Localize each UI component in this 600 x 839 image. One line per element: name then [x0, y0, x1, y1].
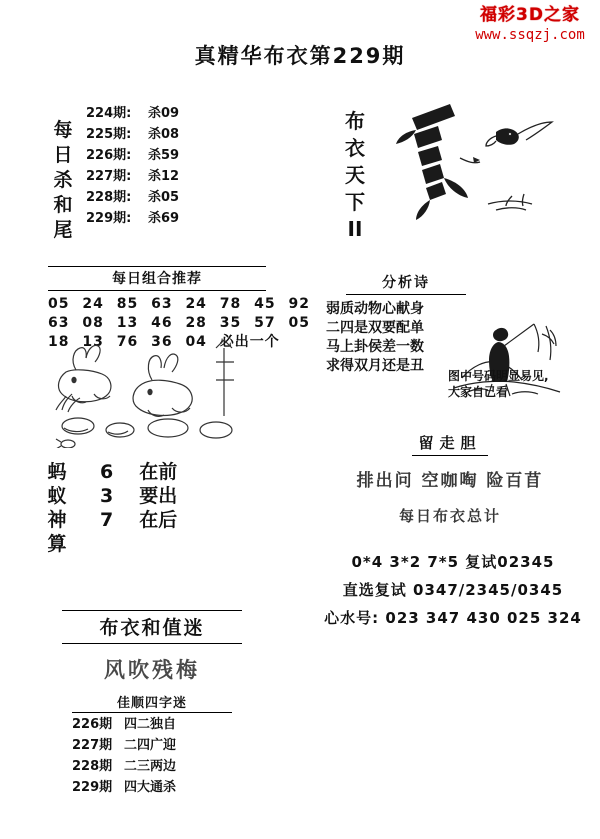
table-row — [86, 209, 179, 229]
ant-word: 在前 — [139, 461, 178, 483]
combo-cell: 05 — [288, 315, 310, 331]
combo-cell: 92 — [288, 296, 310, 312]
ant-number: 6 — [100, 461, 114, 483]
bamboo-bird-illustration — [392, 96, 572, 226]
poem-line: 马上卦侯差一数 — [326, 339, 424, 355]
combo-cell: 78 — [219, 296, 242, 312]
table-row — [86, 167, 179, 187]
kill-tail-label: 每日杀和尾 — [53, 119, 73, 241]
period-label: 226期 — [72, 717, 113, 732]
ant-number: 7 — [100, 509, 114, 531]
keep-go-title: 留走胆 — [412, 432, 487, 456]
page-title: 真精华布衣第229期 — [194, 44, 406, 68]
combo-cell: 63 — [48, 315, 70, 331]
ant-word: 在后 — [139, 509, 178, 531]
combo-row — [48, 295, 310, 314]
ant-calc-label: 蚂蚁神算 — [47, 461, 67, 555]
four-char-text: 二四广迎 — [124, 738, 177, 753]
combo-cell: 28 — [185, 315, 207, 331]
four-char-text: 四二独自 — [124, 717, 177, 732]
keep-go-row: 排出问 空咖啕 险百苜 — [356, 471, 544, 491]
period-label: 228期 — [72, 759, 113, 774]
combo-cell: 76 — [116, 334, 139, 350]
combo-title: 每日组合推荐 — [48, 266, 266, 291]
period-label: 224期: — [86, 106, 132, 121]
bottom-numbers-section — [322, 548, 584, 632]
four-char-text: 四大通杀 — [124, 780, 177, 795]
poem-line: 求得双月还是丑 — [326, 358, 424, 374]
combo-cell: 24 — [185, 296, 207, 312]
table-row — [86, 146, 179, 166]
poem-line: 二四是双要配单 — [326, 320, 424, 336]
combo-cell: 45 — [254, 296, 276, 312]
image-note-line-1: 图中号码明显易见, — [448, 369, 549, 383]
sum-riddle-title: 布衣和值迷 — [62, 610, 242, 644]
table-row — [72, 736, 232, 755]
kill-tail-rows — [86, 104, 179, 230]
ant-calc-section — [44, 460, 177, 556]
period-label: 227期: — [86, 169, 132, 184]
combo-cell: 36 — [151, 334, 173, 350]
kill-tail-section — [48, 104, 179, 243]
combo-cell: 57 — [254, 315, 276, 331]
four-char-title: 佳顺四字迷 — [72, 692, 232, 713]
image-number-note — [448, 368, 549, 400]
kill-value: 杀69 — [148, 211, 180, 226]
buyi-tianxia-label: 布衣天下II — [345, 109, 365, 241]
keep-go-section — [330, 432, 570, 526]
ant-calc-words — [139, 460, 177, 532]
sum-riddle-text: 风吹残梅 — [104, 658, 200, 682]
combo-cell: 63 — [151, 296, 173, 312]
table-row — [72, 757, 232, 776]
kill-value: 杀05 — [148, 190, 180, 205]
combo-cell: 46 — [151, 315, 173, 331]
four-char-riddle-section — [72, 692, 232, 797]
keep-go-subtitle: 每日布衣总计 — [398, 507, 501, 525]
bottom-number-line: 0*4 3*2 7*5 复试02345 — [351, 553, 555, 571]
logo-url: www.ssqzj.com — [475, 27, 585, 43]
combo-cell: 13 — [82, 334, 104, 350]
period-label: 229期: — [86, 211, 132, 226]
combo-cell: 08 — [82, 315, 104, 331]
analysis-poem-title: 分析诗 — [346, 272, 466, 295]
rabbits-illustration — [48, 318, 268, 448]
combo-cell: 18 — [48, 334, 70, 350]
kill-value: 杀08 — [148, 127, 180, 142]
kill-value: 杀09 — [148, 106, 180, 121]
combo-cell: 05 — [48, 296, 70, 312]
table-row — [72, 715, 232, 734]
period-label: 228期: — [86, 190, 132, 205]
ant-calc-numbers — [100, 460, 113, 532]
sum-riddle-section — [62, 610, 242, 684]
period-label: 225期: — [86, 127, 132, 142]
period-label: 229期 — [72, 780, 113, 795]
combo-cell: 04 — [185, 334, 207, 350]
poem-line: 弱质动物心献身 — [326, 301, 424, 317]
combo-cell: 85 — [116, 296, 139, 312]
table-row — [72, 778, 232, 797]
combo-cell: 35 — [219, 315, 242, 331]
period-label: 226期: — [86, 148, 132, 163]
period-label: 227期 — [72, 738, 113, 753]
four-char-text: 二三两边 — [124, 759, 177, 774]
bottom-number-line: 心水号: 023 347 430 025 324 — [324, 609, 582, 627]
table-row — [86, 125, 179, 145]
bottom-number-line: 直选复试 0347/2345/0345 — [342, 581, 564, 599]
table-row — [86, 188, 179, 208]
combo-note: 必出一个 — [219, 334, 280, 350]
ant-number: 3 — [100, 485, 114, 507]
kill-value: 杀12 — [148, 169, 180, 184]
table-row — [86, 104, 179, 124]
logo-title: 福彩3D之家 — [480, 5, 580, 25]
image-note-line-2: 大家自己看 — [448, 385, 509, 399]
kill-value: 杀59 — [148, 148, 180, 163]
ant-word: 要出 — [139, 485, 178, 507]
combo-cell: 24 — [82, 296, 104, 312]
combo-cell: 13 — [116, 315, 139, 331]
